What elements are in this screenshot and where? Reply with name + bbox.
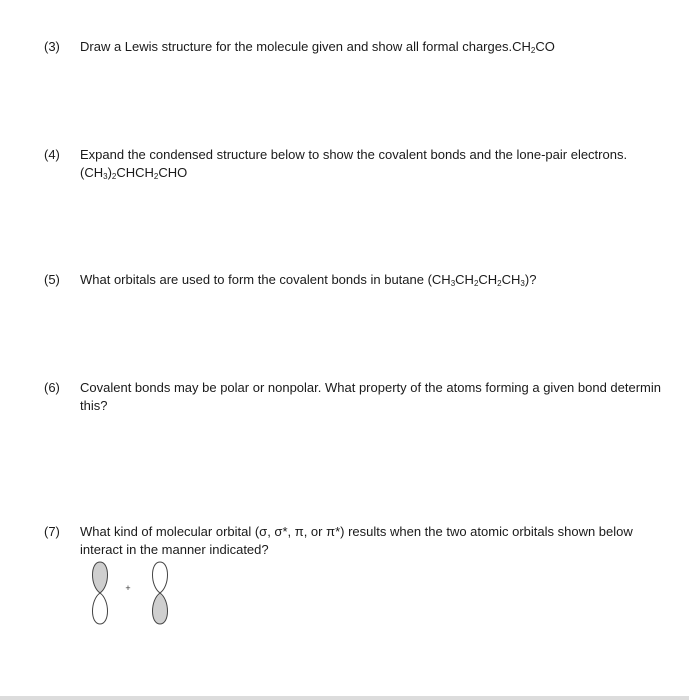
subscript: 2 xyxy=(497,279,502,288)
p-orbital-left xyxy=(93,562,108,624)
subscript: 2 xyxy=(530,46,536,55)
question-text xyxy=(80,38,689,56)
orbital-lobe-lower-shaded xyxy=(153,593,168,624)
question-line xyxy=(80,397,689,415)
question-text xyxy=(80,523,689,559)
question-number: (5) xyxy=(44,272,60,287)
question-line xyxy=(80,541,689,559)
text-run: CH xyxy=(455,272,474,287)
text-run: What orbitals are used to form the covalent bonds in butane (CH xyxy=(80,272,451,287)
plus-sign: + xyxy=(125,583,131,593)
text-run: CH xyxy=(478,272,498,287)
question-text xyxy=(80,146,689,182)
orbital-lobe-lower xyxy=(93,593,108,624)
text-run: Covalent bonds may be polar or nonpolar. What property of the atoms forming a given bond determin xyxy=(80,380,661,395)
subscript: 2 xyxy=(111,172,117,181)
text-run: CHCH xyxy=(116,165,154,180)
question-text xyxy=(80,271,689,289)
page-bottom-divider xyxy=(0,696,689,700)
p-orbital-right xyxy=(153,562,168,624)
text-run: CH xyxy=(501,272,521,287)
text-run: (CH xyxy=(80,165,104,180)
subscript: 3 xyxy=(450,279,456,288)
text-run: Expand the condensed structure below to show the covalent bonds and the lone-pair electrons. xyxy=(80,147,628,162)
question-line xyxy=(80,523,689,541)
subscript: 3 xyxy=(520,279,525,288)
question-line xyxy=(80,271,689,289)
subscript: 3 xyxy=(103,172,108,181)
text-run: interact in the manner indicated? xyxy=(80,542,269,557)
question-number: (6) xyxy=(44,380,60,395)
text-run: ) xyxy=(107,165,112,180)
question-line xyxy=(80,146,689,164)
question-number: (7) xyxy=(44,524,60,539)
text-run: )? xyxy=(524,272,537,287)
question-number: (3) xyxy=(44,39,60,54)
p-orbitals-diagram xyxy=(88,558,188,630)
orbital-lobe-upper xyxy=(153,562,168,593)
question-line xyxy=(80,38,689,56)
question-line xyxy=(80,164,689,182)
subscript: 2 xyxy=(153,172,159,181)
question-line xyxy=(80,379,689,397)
question-text xyxy=(80,379,689,415)
question-number: (4) xyxy=(44,147,60,162)
text-run: What kind of molecular orbital (σ, σ*, π, or π*) results when the two atomic orbitals shown below xyxy=(80,524,633,539)
subscript: 2 xyxy=(473,279,479,288)
orbital-lobe-upper-shaded xyxy=(93,562,108,593)
text-run: CHO xyxy=(158,165,188,180)
text-run: Draw a Lewis structure for the molecule given and show all formal charges.CH xyxy=(80,39,531,54)
text-run: CO xyxy=(535,39,555,54)
text-run: this? xyxy=(80,398,108,413)
